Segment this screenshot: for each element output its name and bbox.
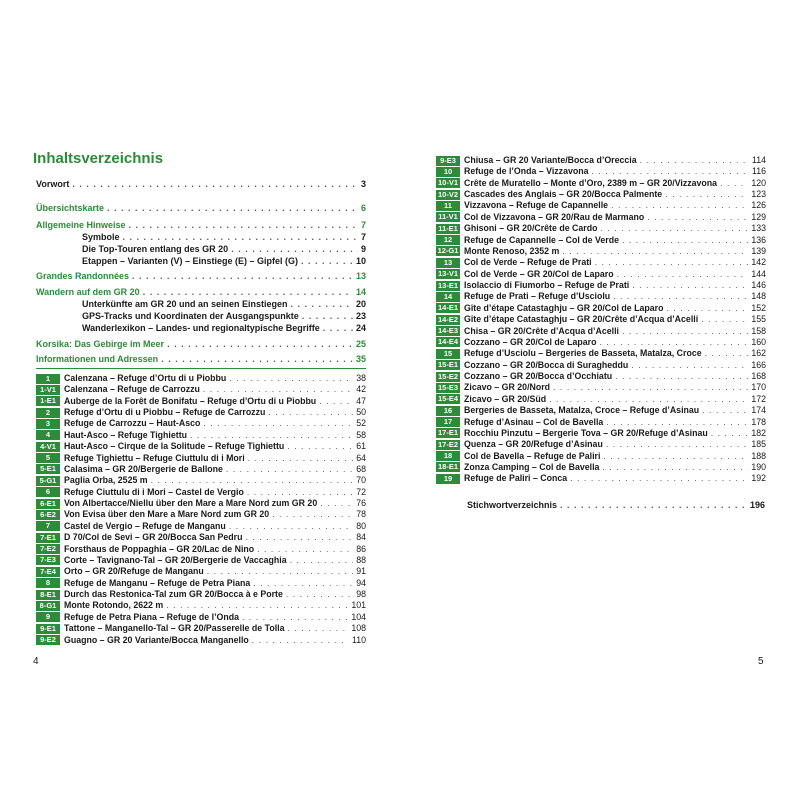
page-ref: 76 bbox=[356, 498, 366, 509]
stage-badge: 15 bbox=[436, 349, 460, 359]
tour-title: Vizzavona – Refuge de Capannelle bbox=[464, 200, 609, 211]
tour-entry[interactable] bbox=[36, 373, 366, 384]
stage-badge: 10 bbox=[436, 167, 460, 177]
tour-title: Refuge Ciuttulu di i Mori – Castel de Vergio bbox=[64, 486, 244, 497]
tour-entry[interactable] bbox=[36, 384, 366, 395]
stage-badge: 5-E1 bbox=[36, 464, 60, 474]
tour-title: Bergeries de Basseta, Matalza, Croce – Refuge d’Asinau bbox=[464, 405, 700, 416]
tour-title: Gîte d’étape Catastaghju – GR 20/Col de Laparo bbox=[464, 302, 664, 313]
dot-leader bbox=[602, 462, 748, 473]
tour-title: Rocchiu Pinzutu – Bergerie Tova – GR 20/Refuge d’Asinau bbox=[464, 427, 708, 438]
dot-leader bbox=[592, 166, 749, 177]
page-ref: 192 bbox=[751, 473, 766, 484]
dot-leader bbox=[562, 246, 748, 257]
tour-title: Col de Verde – Refuge de Prati bbox=[464, 257, 592, 268]
page-ref: 108 bbox=[351, 623, 366, 634]
tour-entry[interactable] bbox=[436, 360, 766, 371]
stage-badge: 19 bbox=[436, 474, 460, 484]
page-ref: 114 bbox=[751, 155, 766, 165]
tour-entry[interactable] bbox=[436, 246, 766, 257]
stage-badge: 9-E3 bbox=[436, 156, 460, 166]
dot-leader bbox=[245, 532, 353, 543]
tour-title: Isolaccio di Fiumorbo – Refuge de Prati bbox=[464, 280, 630, 291]
tour-entry[interactable] bbox=[436, 394, 766, 405]
stage-badge: 5 bbox=[36, 453, 60, 463]
tour-title: Calenzana – Refuge d’Ortu di u Piobbu bbox=[64, 373, 227, 383]
stage-badge: 14-E2 bbox=[437, 314, 458, 324]
tour-title: Corte – Tavignano-Tal – GR 20/Bergerie de Vaccaghia bbox=[64, 554, 287, 565]
stage-badge: 16 bbox=[436, 406, 460, 416]
tour-title: Calasima – GR 20/Bergerie de Ballone bbox=[64, 463, 223, 474]
page-ref: 58 bbox=[356, 429, 366, 440]
tour-entry[interactable] bbox=[36, 453, 366, 464]
tour-title: Orto – GR 20/Refuge de Manganu bbox=[64, 566, 204, 577]
dot-leader bbox=[320, 498, 353, 509]
dot-leader bbox=[166, 600, 348, 611]
tour-entry[interactable] bbox=[36, 566, 366, 577]
dot-leader bbox=[190, 430, 353, 441]
tour-entry[interactable] bbox=[436, 223, 766, 234]
stage-badge: 7-E1 bbox=[36, 533, 60, 543]
dot-leader bbox=[720, 178, 748, 189]
toc-entry-stichwortverzeichnis[interactable]: Stichwortverzeichnis . . . 196 bbox=[467, 499, 765, 511]
stage-badge: 7-E4 bbox=[36, 567, 60, 577]
stage-badge: 17-E1 bbox=[437, 428, 458, 438]
tour-entry[interactable] bbox=[36, 430, 366, 441]
dot-leader bbox=[257, 544, 353, 555]
tour-title: Zicavo – GR 20/Süd bbox=[464, 393, 547, 404]
dot-leader bbox=[666, 303, 748, 314]
tour-title: Monte Renoso, 2352 m bbox=[464, 245, 560, 256]
dot-leader bbox=[613, 291, 748, 302]
section-divider bbox=[36, 368, 366, 369]
tour-title: Gîte d’étape Catastaghju – GR 20/Crête d’Acqua d’Acelli bbox=[464, 314, 699, 325]
stage-badge: 15-E1 bbox=[437, 360, 458, 370]
toc-entry-korsika[interactable]: Korsika: Das Gebirge im Meer . . . 25 bbox=[36, 338, 366, 350]
tour-entry[interactable] bbox=[436, 405, 766, 416]
page-ref: 94 bbox=[356, 577, 366, 588]
tour-entry[interactable] bbox=[436, 417, 766, 428]
stage-badge: 17-E2 bbox=[437, 439, 458, 449]
page-ref: 120 bbox=[751, 177, 766, 188]
tour-entry[interactable] bbox=[36, 418, 366, 429]
tour-entry[interactable] bbox=[36, 396, 366, 407]
tour-title: Von Albertacce/Niellu über den Mare a Mare Nord zum GR 20 bbox=[64, 498, 318, 509]
stage-badge: 9-E1 bbox=[36, 624, 60, 634]
dot-leader bbox=[268, 407, 353, 418]
page-ref: 68 bbox=[356, 463, 366, 474]
page-ref: 91 bbox=[356, 566, 366, 577]
tour-title: Col de Vizzavona – GR 20/Rau de Marmano bbox=[464, 211, 645, 222]
dot-leader bbox=[599, 337, 748, 348]
tour-entry[interactable] bbox=[436, 212, 766, 223]
dot-leader bbox=[253, 578, 353, 589]
stage-badge: 11-E1 bbox=[436, 224, 460, 234]
tour-title: Auberge de la Forêt de Bonifatu – Refuge d’Ortu di u Piobbu bbox=[64, 395, 317, 406]
tour-title: Guagno – GR 20 Variante/Bocca Manganello bbox=[64, 634, 249, 645]
tour-title: Cozzano – GR 20/Col de Laparo bbox=[464, 336, 597, 347]
toc-entry-symbole[interactable]: Symbole . . . 7 bbox=[82, 231, 366, 243]
toc-entry-wanderlexikon[interactable]: Wanderlexikon – Landes- und regionaltypische Begriffe . . . 24 bbox=[82, 322, 366, 334]
tour-title: Quenza – GR 20/Refuge d’Asinau bbox=[464, 439, 603, 450]
stage-badge: 4 bbox=[36, 430, 60, 440]
page-ref: 84 bbox=[356, 532, 366, 543]
tour-entry[interactable] bbox=[436, 303, 766, 314]
tour-title: Castel de Vergio – Refuge de Manganu bbox=[64, 520, 226, 531]
dot-leader bbox=[549, 394, 748, 405]
stage-badge: 2 bbox=[36, 408, 60, 418]
stage-badge: 7-E3 bbox=[36, 555, 60, 565]
tour-entry[interactable] bbox=[436, 269, 766, 280]
dot-leader bbox=[647, 212, 748, 223]
stage-badge: 10-V2 bbox=[437, 189, 458, 199]
tour-entry[interactable] bbox=[36, 521, 366, 532]
page-ref: 61 bbox=[356, 441, 366, 452]
tour-title: Refuge d’Asinau – Col de Bavella bbox=[464, 416, 604, 427]
dot-leader bbox=[611, 200, 748, 211]
page-ref: 148 bbox=[751, 291, 766, 302]
dot-leader bbox=[319, 396, 353, 407]
toc-entry-vorwort[interactable]: Vorwort . . . 3 bbox=[36, 178, 366, 190]
page-ref: 133 bbox=[751, 223, 766, 234]
tour-entry[interactable] bbox=[436, 178, 766, 189]
tour-title: Cozzano – GR 20/Bocca d’Occhiatu bbox=[464, 371, 613, 382]
toc-entry-gps-tracks[interactable]: GPS-Tracks und Koordinaten der Ausgangspunkte . . . 23 bbox=[82, 310, 366, 322]
tour-title: Col de Verde – GR 20/Col de Laparo bbox=[464, 268, 614, 279]
page-ref: 152 bbox=[751, 302, 766, 313]
dot-leader bbox=[640, 155, 749, 166]
tour-entry[interactable] bbox=[436, 462, 766, 473]
tour-title: Haut-Asco – Refuge Tighiettu bbox=[64, 429, 188, 440]
stage-badge: 14-E4 bbox=[437, 337, 458, 347]
page-ref: 178 bbox=[751, 416, 766, 427]
tour-title: Chiusa – GR 20 Variante/Bocca d’Oreccia bbox=[464, 155, 637, 165]
tour-entry[interactable] bbox=[36, 589, 366, 600]
stage-badge: 8-G1 bbox=[36, 601, 60, 611]
stage-badge: 11 bbox=[436, 201, 460, 211]
page-ref: 182 bbox=[751, 427, 766, 438]
stage-badge: 13-E1 bbox=[437, 280, 458, 290]
page-ref: 146 bbox=[751, 280, 766, 291]
dot-leader bbox=[252, 635, 349, 646]
dot-leader bbox=[665, 189, 748, 200]
page-number: 4 bbox=[33, 656, 39, 667]
tour-entry[interactable] bbox=[436, 200, 766, 211]
stage-badge: 18-E1 bbox=[437, 462, 458, 472]
page-ref: 101 bbox=[351, 600, 366, 611]
tour-title: Refuge Tighiettu – Refuge Ciuttulu di i Mori bbox=[64, 452, 245, 463]
tour-title: Refuge de Capannelle – Col de Verde bbox=[464, 234, 619, 245]
stage-badge: 13 bbox=[436, 258, 460, 268]
tour-entry[interactable] bbox=[36, 578, 366, 589]
tour-entry[interactable] bbox=[436, 473, 766, 484]
tour-title: Zicavo – GR 20/Nord bbox=[464, 382, 551, 393]
tour-entry[interactable] bbox=[436, 382, 766, 393]
stage-badge: 15-E4 bbox=[437, 394, 458, 404]
tour-entry[interactable] bbox=[436, 337, 766, 348]
dot-leader bbox=[632, 280, 748, 291]
stage-badge: 7 bbox=[36, 521, 60, 531]
tour-entry[interactable] bbox=[436, 326, 766, 337]
dot-leader bbox=[570, 473, 748, 484]
dot-leader bbox=[226, 464, 353, 475]
page-number: 5 bbox=[758, 656, 764, 667]
tour-title: Refuge d’Ortu di u Piobbu – Refuge de Carrozzu bbox=[64, 407, 266, 418]
toc-entry-etappen[interactable]: Etappen – Varianten (V) – Einstiege (E) – Gipfel (G) . . . 10 bbox=[82, 255, 366, 267]
dot-leader bbox=[229, 521, 353, 532]
tour-title: Von Evisa über den Mare a Mare Nord zum GR 20 bbox=[64, 509, 270, 520]
toc-entry-wandern-gr20[interactable]: Wandern auf dem GR 20 . . . 14 bbox=[36, 286, 366, 298]
tour-entry[interactable] bbox=[36, 487, 366, 498]
page-ref: 162 bbox=[751, 348, 766, 359]
tour-title: Tattone – Manganello-Tal – GR 20/Passerelle de Tolla bbox=[64, 623, 285, 634]
stage-badge: 1-E1 bbox=[36, 396, 60, 406]
tour-title: Refuge de Prati – Refuge d’Usciolu bbox=[464, 291, 611, 302]
dot-leader bbox=[272, 509, 353, 520]
page-ref: 188 bbox=[751, 450, 766, 461]
dot-leader bbox=[203, 384, 353, 395]
page-ref: 98 bbox=[356, 589, 366, 600]
dot-leader bbox=[151, 475, 354, 486]
tour-title: Forsthaus de Poppaghia – GR 20/Lac de Nino bbox=[64, 543, 255, 554]
page-ref: 38 bbox=[356, 373, 366, 383]
page-ref: 52 bbox=[356, 418, 366, 429]
page-ref: 168 bbox=[751, 371, 766, 382]
page-ref: 158 bbox=[751, 325, 766, 336]
page-ref: 88 bbox=[356, 554, 366, 565]
dot-leader bbox=[701, 314, 748, 325]
page-ref: 129 bbox=[751, 211, 766, 222]
tour-title: Paglia Orba, 2525 m bbox=[64, 475, 148, 486]
tour-title: Crête de Muratello – Monte d’Oro, 2389 m – GR 20/Vizzavona bbox=[464, 177, 718, 188]
page-ref: 139 bbox=[751, 245, 766, 256]
page-ref: 86 bbox=[356, 543, 366, 554]
tour-title: Calenzana – Refuge de Carrozzu bbox=[64, 384, 200, 395]
page-ref: 190 bbox=[751, 461, 766, 472]
tour-title: Durch das Restonica-Tal zum GR 20/Bocca à e Porte bbox=[64, 589, 283, 600]
dot-leader bbox=[242, 612, 348, 623]
page-ref: 50 bbox=[356, 407, 366, 418]
page-ref: 160 bbox=[751, 336, 766, 347]
tour-title: Monte Rotondo, 2622 m bbox=[64, 600, 164, 611]
dot-leader bbox=[606, 417, 748, 428]
toc-entry-grandes-randonnees[interactable]: Grandes Randonnées . . . 13 bbox=[36, 270, 366, 282]
stage-badge: 5-G1 bbox=[36, 476, 60, 486]
stage-badge: 12 bbox=[436, 235, 460, 245]
stage-badge: 10-V1 bbox=[437, 178, 458, 188]
dot-leader bbox=[622, 235, 748, 246]
dot-leader bbox=[705, 348, 749, 359]
page-ref: 70 bbox=[356, 475, 366, 486]
page-ref: 78 bbox=[356, 509, 366, 520]
toc-entry-unterkuenfte[interactable]: Unterkünfte am GR 20 und an seinen Einstiegen . . . 20 bbox=[82, 298, 366, 310]
tour-entry[interactable] bbox=[36, 407, 366, 418]
page-ref: 172 bbox=[751, 393, 766, 404]
tour-entry[interactable] bbox=[436, 166, 766, 177]
page-ref: 166 bbox=[751, 359, 766, 370]
tour-entry[interactable] bbox=[36, 509, 366, 520]
page-ref: 42 bbox=[356, 384, 366, 395]
stage-badge: 8 bbox=[36, 578, 60, 588]
tour-entry[interactable] bbox=[36, 475, 366, 486]
dot-leader bbox=[595, 257, 749, 268]
stage-badge: 1-V1 bbox=[36, 385, 60, 395]
tour-title: Ghisoni – GR 20/Crête de Cardo bbox=[464, 223, 598, 234]
stage-badge: 14-E1 bbox=[437, 303, 458, 313]
dot-leader bbox=[711, 428, 749, 439]
page-ref: 185 bbox=[751, 439, 766, 450]
tour-title: Haut-Asco – Cirque de la Solitude – Refuge Tighiettu bbox=[64, 441, 285, 452]
tour-title: D 70/Col de Sevi – GR 20/Bocca San Pedru bbox=[64, 532, 243, 543]
tour-entry[interactable] bbox=[36, 623, 366, 634]
tour-title: Refuge de Petra Piana – Refuge de l’Onda bbox=[64, 611, 240, 622]
stage-badge: 3 bbox=[36, 419, 60, 429]
tour-entry[interactable] bbox=[436, 257, 766, 268]
tour-entry[interactable] bbox=[36, 600, 366, 611]
page-ref: 126 bbox=[751, 200, 766, 211]
tour-entry[interactable] bbox=[436, 189, 766, 200]
tour-entry[interactable] bbox=[36, 441, 366, 452]
stage-badge: 1 bbox=[36, 374, 60, 384]
tour-title: Col de Bavella – Refuge de Paliri bbox=[464, 450, 601, 461]
stage-badge: 13-V1 bbox=[437, 269, 458, 279]
dot-leader bbox=[615, 371, 748, 382]
toc-entry-top-touren[interactable]: Die Top-Touren entlang des GR 20 . . . 9 bbox=[82, 243, 366, 255]
toc-entry-allgemeine-hinweise[interactable]: Allgemeine Hinweise . . . 7 bbox=[36, 219, 366, 231]
page-ref: 64 bbox=[356, 452, 366, 463]
stage-badge: 6 bbox=[36, 487, 60, 497]
page-ref: 144 bbox=[751, 268, 766, 279]
tour-title: Refuge de Carrozzu – Haut-Asco bbox=[64, 418, 201, 429]
dot-leader bbox=[600, 223, 748, 234]
stage-badge: 9-E2 bbox=[36, 635, 60, 645]
tour-entry[interactable] bbox=[36, 532, 366, 543]
dot-leader bbox=[603, 451, 748, 462]
dot-leader bbox=[553, 382, 748, 393]
tour-entry[interactable] bbox=[36, 612, 366, 623]
stage-badge: 15-E2 bbox=[437, 371, 458, 381]
tour-entry[interactable] bbox=[436, 451, 766, 462]
stage-badge: 18 bbox=[436, 451, 460, 461]
stage-badge: 4-V1 bbox=[36, 442, 60, 452]
page-ref: 110 bbox=[351, 634, 366, 645]
dot-leader bbox=[290, 555, 354, 566]
tour-entry[interactable] bbox=[436, 439, 766, 450]
dot-leader bbox=[287, 623, 348, 634]
stage-badge: 9 bbox=[36, 612, 60, 622]
dot-leader bbox=[207, 566, 353, 577]
page-ref: 174 bbox=[751, 405, 766, 416]
stage-badge: 8-E1 bbox=[36, 590, 60, 600]
page-title: Inhaltsverzeichnis bbox=[33, 150, 164, 167]
page-ref: 155 bbox=[751, 314, 766, 325]
dot-leader bbox=[229, 373, 353, 384]
tour-title: Refuge d’Usciolu – Bergeries de Basseta, Matalza, Croce bbox=[464, 348, 702, 359]
stage-badge: 15-E3 bbox=[437, 382, 458, 392]
tour-entry[interactable] bbox=[36, 464, 366, 475]
tour-title: Refuge de Manganu – Refuge de Petra Piana bbox=[64, 577, 251, 588]
stage-badge: 11-V1 bbox=[436, 212, 460, 222]
dot-leader bbox=[203, 418, 353, 429]
dot-leader bbox=[631, 360, 748, 371]
tour-entry[interactable] bbox=[436, 280, 766, 291]
stage-badge: 17 bbox=[436, 417, 460, 427]
page-ref: 80 bbox=[356, 520, 366, 531]
tour-entry[interactable] bbox=[436, 348, 766, 359]
tour-entry[interactable] bbox=[36, 555, 366, 566]
tour-entry[interactable] bbox=[436, 155, 766, 166]
page-ref: 136 bbox=[751, 234, 766, 245]
tour-entry[interactable] bbox=[436, 428, 766, 439]
dot-leader bbox=[247, 487, 353, 498]
tour-entry[interactable] bbox=[436, 371, 766, 382]
tour-title: Zonza Camping – Col de Bavella bbox=[464, 461, 600, 472]
dot-leader bbox=[606, 439, 748, 450]
tour-entry[interactable] bbox=[436, 235, 766, 246]
tour-entry[interactable] bbox=[436, 291, 766, 302]
tour-entry[interactable] bbox=[36, 635, 366, 646]
dot-leader bbox=[248, 453, 354, 464]
stage-badge: 7-E2 bbox=[36, 544, 60, 554]
tour-entry[interactable] bbox=[36, 544, 366, 555]
tour-entry[interactable] bbox=[36, 498, 366, 509]
tour-title: Cascades des Anglais – GR 20/Bocca Palmente bbox=[464, 189, 663, 200]
tour-title: Chisa – GR 20/Crête d’Acqua d’Acelli bbox=[464, 325, 619, 336]
tour-title: Refuge de Paliri – Conca bbox=[464, 473, 568, 484]
page-ref: 116 bbox=[751, 166, 766, 177]
stage-badge: 12-G1 bbox=[437, 246, 459, 256]
stage-badge: 6-E1 bbox=[36, 499, 60, 509]
page-ref: 47 bbox=[356, 395, 366, 406]
tour-entry[interactable] bbox=[436, 314, 766, 325]
dot-leader bbox=[622, 326, 748, 337]
page-ref: 104 bbox=[351, 611, 366, 622]
toc-entry-uebersichtskarte[interactable]: Übersichtskarte . . . 6 bbox=[36, 202, 366, 214]
dot-leader bbox=[287, 441, 353, 452]
stage-badge: 14 bbox=[436, 292, 460, 302]
tour-title: Refuge de l’Onda – Vizzavona bbox=[464, 166, 589, 177]
page-ref: 142 bbox=[751, 257, 766, 268]
stage-badge: 6-E2 bbox=[36, 510, 60, 520]
tour-title: Cozzano – GR 20/Bocca di Suragheddu bbox=[464, 359, 629, 370]
dot-leader bbox=[286, 589, 353, 600]
dot-leader bbox=[617, 269, 749, 280]
page-ref: 123 bbox=[751, 189, 766, 200]
dot-leader bbox=[702, 405, 748, 416]
stage-badge: 14-E3 bbox=[437, 326, 458, 336]
page-ref: 72 bbox=[356, 486, 366, 497]
page-ref: 170 bbox=[751, 382, 766, 393]
toc-entry-informationen[interactable]: Informationen und Adressen . . . 35 bbox=[36, 353, 366, 365]
right-page bbox=[400, 0, 800, 800]
